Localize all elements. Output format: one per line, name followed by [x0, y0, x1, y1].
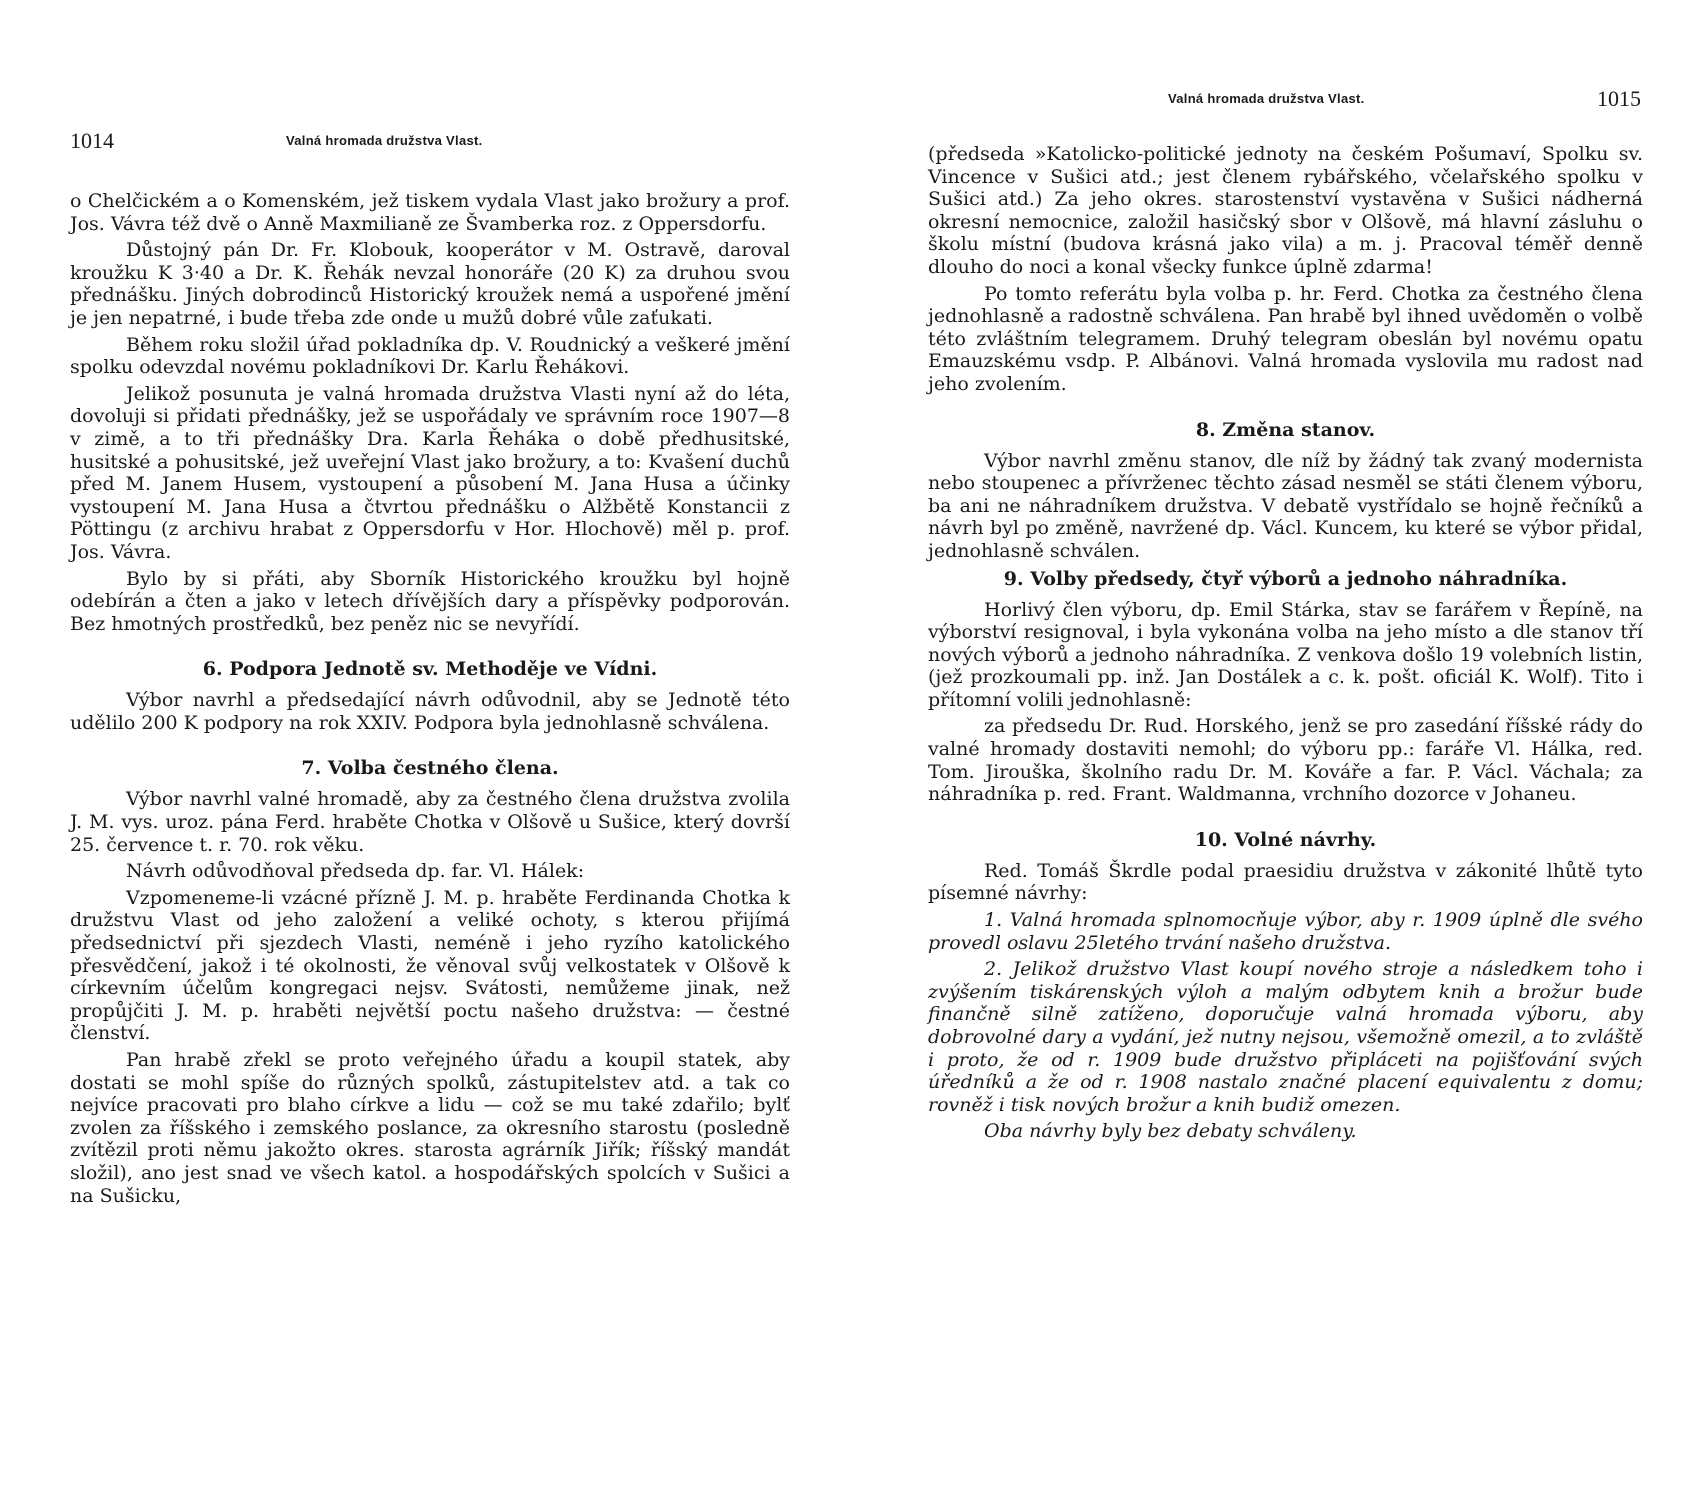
section-heading: 10. Volné návrhy. — [1194, 828, 1377, 851]
section-heading: 7. Volba čestného člena. — [301, 757, 559, 780]
running-title: Valná hromada družstva Vlast. — [286, 133, 483, 148]
running-title: Valná hromada družstva Vlast. — [1168, 91, 1365, 106]
paragraph: za předsedu Dr. Rud. Horského, jenž se pro zasedání říšské rády do valné hromady dostaviti nemohl; do výboru pp.: faráře Vl. Hálka, red. Tom. Jirouška, školního radu Dr. M. Kováře a far. P. Václ. Váchala; za náhradníka p. red. Frant. Waldmanna, vrchního dozorce v Johaneu. — [928, 715, 1643, 806]
left-page-body — [70, 190, 790, 1211]
paragraph: Vzpomeneme-li vzácné přízně J. M. p. hraběte Ferdinanda Chotka k družstvu Vlast od jeho založení a veliké ochoty, s kterou přijímá předsednictví při sjezdech Vlasti, neméně i jeho ryzího katolického přesvědčení, jakož i té okolnosti, že věnoval svůj velkostatek v Olšově k církevním účelům kongregaci nejsv. Svátosti, nemůžeme jinak, než propůjčiti J. M. p. hraběti největší poctu našeho družstva: — čestné členství. — [70, 886, 790, 1045]
proposal-paragraph: 1. Valná hromada splnomocňuje výbor, aby r. 1909 úplně dle svého provedl oslavu 25letého trvání našeho družstva. — [928, 909, 1643, 954]
paragraph: Důstojný pán Dr. Fr. Klobouk, kooperátor v M. Ostravě, daroval kroužku K 3·40 a Dr. K. Řehák nevzal honoráře (20 K) za druhou svou přednášku. Jiných dobrodinců Historický kroužek nemá a uspořené jmění je jen nepatrné, i bude třeba zde onde u mužů dobré vůle zaťukati. — [70, 239, 790, 329]
paragraph: Red. Tomáš Škrdle podal praesidiu družstva v zákonité lhůtě tyto písemné návrhy: — [928, 859, 1643, 905]
paragraph: Jelikož posunuta je valná hromada družstva Vlasti nyní až do léta, dovoluji si přidati přednášky, jež se uspořádaly ve správním roce 1907—8 v zimě, a to tři přednášky Dra. Karla Řeháka o době předhusitské, husitské a pohusitské, jež uveřejní Vlast jako brožury, a to: Kvašení duchů před M. Janem Husem, vystoupení a působení M. Jana Husa a účinky vystoupení M. Jana Husa a čtvrtou přednášku o Alžbětě Konstancii z Pöttingu (z archivu hrabat z Oppersdorfu v Hor. Hlochově) měl p. prof. Jos. Vávra. — [70, 382, 790, 563]
paragraph: Horlivý člen výboru, dp. Emil Stárka, stav se farářem v Řepíně, na výborství resignoval, i byla vykonána volba na jeho místo a dle stanov tří nových výborů a jednoho náhradníka. Z venkova došlo 19 volebních listin, (jež prozkoumali pp. inž. Jan Dostálek a c. k. pošt. oficiál K. Wolf). Tito i přítomní volili jednohlasně: — [928, 598, 1643, 711]
paragraph: Po tomto referátu byla volba p. hr. Ferd. Chotka za čestného člena jednohlasně a radostně schválena. Pan hrabě byl ihned uvědoměn o volbě této zvláštním telegramem. Druhý telegram obeslán byl novému opatu Emauzskému vsdp. P. Albánovi. Valná hromada vyslovila mu radost nad jeho zvolením. — [928, 282, 1643, 395]
paragraph: Během roku složil úřad pokladníka dp. V. Roudnický a veškeré jmění spolku odevzdal novému pokladníkovi Dr. Karlu Řehákovi. — [70, 333, 790, 379]
right-page-body — [928, 143, 1643, 1147]
section-heading: 6. Podpora Jednotě sv. Methoděje ve Vídni. — [202, 658, 658, 681]
section-heading: 9. Volby předsedy, čtyř výborů a jednoho náhradníka. — [1003, 567, 1568, 590]
proposal-paragraph: 2. Jelikož družstvo Vlast koupí nového stroje a následkem toho i zvýšením tiskárenských výloh a malým odbytem knih a brožur bude finančně silně zatíženo, doporučuje valná hromada výboru, aby dobrovolné dary a vydání, jež nutny nejsou, všemožně omezil, a to zvláště i proto, že od r. 1909 bude družstvo připláceti na pojišťování svých úředníků a že od r. 1908 nastalo značné placení equivalentu z domu; rovněž i tisk nových brožur a knih budiž omezen. — [928, 958, 1643, 1116]
paragraph: Výbor navrhl valné hromadě, aby za čestného člena družstva zvolila J. M. vys. uroz. pána Ferd. hraběte Chotka v Olšově u Sušice, který dovrší 25. července t. r. 70. rok věku. — [70, 788, 790, 856]
page-number: 1015 — [1597, 86, 1641, 111]
paragraph: Pan hrabě zřekl se proto veřejného úřadu a koupil statek, aby dostati se mohl spíše do různých spolků, zástupitelstev atd. a tak co nejvíce pracovati pro blaho církve a lidu — což se mu také zdařilo; bylť zvolen za říšského i zemského poslance, za okresního starostu (posledně zvítězil proti němu jakožto okres. starosta agrárník Jiřík; říšský mandát složil), ano jest snad ve všech katol. a hospodářských spolcích v Sušici a na Sušicku, — [70, 1049, 790, 1207]
paragraph: (předseda »Katolicko-politické jednoty na českém Pošumaví, Spolku sv. Vincence v Sušici atd.; jest členem rybářského, včelařského spolku v Sušici atd.) Za jeho okres. starostenství vystavěna v Sušici nádherná okresní nemocnice, založil hasičský sbor v Olšově, má hlavní zásluhu o školu místní (budova krásná jako vila) a m. j. Pracoval téměř denně dlouho do noci a konal všecky funkce úplně zdarma! — [928, 143, 1643, 278]
section-heading: 8. Změna stanov. — [1195, 418, 1376, 441]
paragraph: Bylo by si přáti, aby Sborník Historického kroužku byl hojně odebírán a čten a jako v letech dřívějších dary a příspěvky podporován. Bez hmotných prostředků, bez peněz nic se nevyřídí. — [70, 567, 790, 635]
paragraph: Výbor navrhl změnu stanov, dle níž by žádný tak zvaný modernista nebo stoupenec a přívrženec těchto zásad nesměl se státi členem výboru, ba ani ne náhradníkem družstva. V debatě vystřídalo se hojně řečníků a návrh byl po změně, navržené dp. Václ. Kuncem, ku které se výbor přidal, jednohlasně schválen. — [928, 449, 1643, 562]
page-number: 1014 — [70, 128, 114, 153]
paragraph: Výbor navrhl a předsedající návrh odůvodnil, aby se Jednotě této udělilo 200 K podpory na rok XXIV. Podpora byla jednohlasně schválena. — [70, 689, 790, 734]
paragraph: Oba návrhy byly bez debaty schváleny. — [984, 1120, 1357, 1143]
paragraph: o Chelčickém a o Komenském, jež tiskem vydala Vlast jako brožury a prof. Jos. Vávra též dvě o Anně Maxmilianě ze Švamberka roz. z Oppersdorfu. — [70, 190, 790, 235]
paragraph: Návrh odůvodňoval předseda dp. far. Vl. Hálek: — [126, 860, 585, 883]
